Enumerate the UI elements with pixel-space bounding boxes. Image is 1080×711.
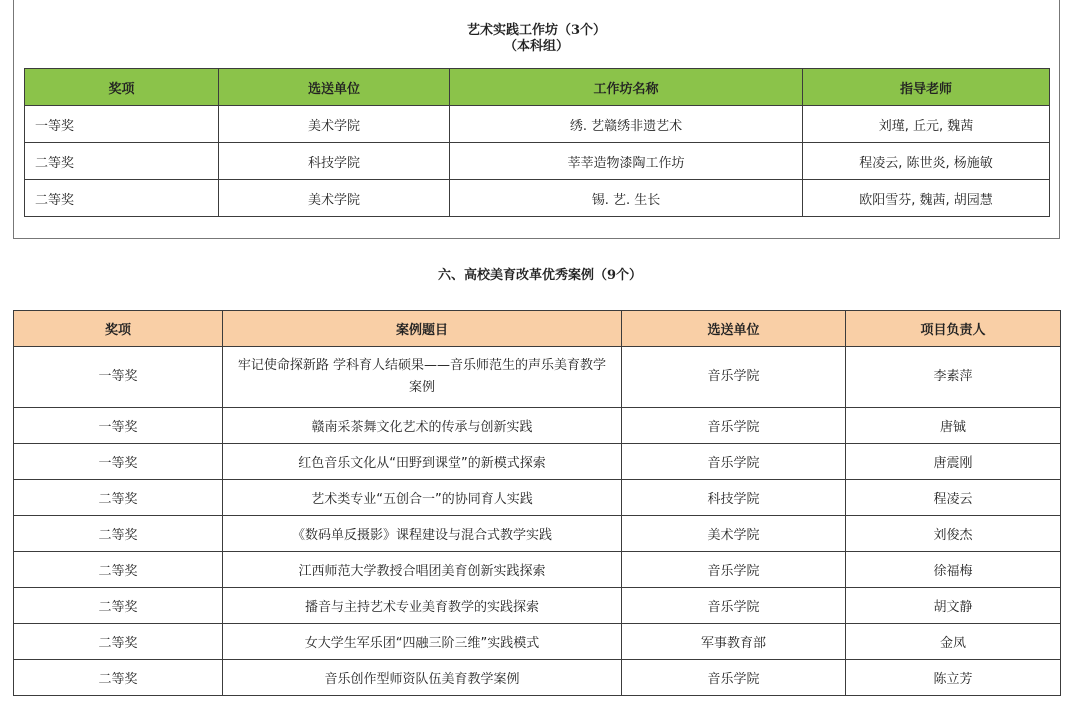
table-row xyxy=(14,480,1061,516)
workshop-name-cell: 锡. 艺. 生长 xyxy=(450,180,803,217)
header-award: 奖项 xyxy=(14,311,223,347)
lead-cell: 刘俊杰 xyxy=(846,516,1061,552)
case-title-cell: 江西师范大学教授合唱团美育创新实践探索 xyxy=(223,552,622,588)
award-cell: 二等奖 xyxy=(14,516,223,552)
lead-cell: 胡文静 xyxy=(846,588,1061,624)
workshop-title: 艺术实践工作坊（3个） xyxy=(466,23,607,38)
unit-cell: 科技学院 xyxy=(219,143,450,180)
header-workshop-name: 工作坊名称 xyxy=(450,69,803,106)
advisor-cell: 程凌云, 陈世炎, 杨施敏 xyxy=(803,143,1050,180)
table-row xyxy=(14,444,1061,480)
award-cell: 一等奖 xyxy=(14,408,223,444)
header-project-lead: 项目负责人 xyxy=(846,311,1061,347)
advisor-cell: 刘瑾, 丘元, 魏茜 xyxy=(803,106,1050,143)
cases-table xyxy=(13,310,1061,696)
unit-cell: 音乐学院 xyxy=(622,444,846,480)
unit-cell: 音乐学院 xyxy=(622,588,846,624)
lead-cell: 徐福梅 xyxy=(846,552,1061,588)
award-cell: 一等奖 xyxy=(14,444,223,480)
case-title-cell: 音乐创作型师资队伍美育教学案例 xyxy=(223,660,622,696)
workshop-table xyxy=(24,68,1050,217)
table-row xyxy=(14,552,1061,588)
table-row xyxy=(25,143,1050,180)
table-row xyxy=(14,588,1061,624)
case-title-cell: 赣南采茶舞文化艺术的传承与创新实践 xyxy=(223,408,622,444)
unit-cell: 科技学院 xyxy=(622,480,846,516)
case-title-cell: 牢记使命探新路 学科育人结硕果——音乐师范生的声乐美育教学案例 xyxy=(223,347,622,408)
unit-cell: 音乐学院 xyxy=(622,552,846,588)
table-row xyxy=(14,516,1061,552)
unit-cell: 美术学院 xyxy=(219,180,450,217)
award-cell: 二等奖 xyxy=(14,552,223,588)
workshop-name-cell: 绣. 艺赣绣非遗艺术 xyxy=(450,106,803,143)
unit-cell: 音乐学院 xyxy=(622,660,846,696)
award-cell: 二等奖 xyxy=(14,588,223,624)
unit-cell: 美术学院 xyxy=(219,106,450,143)
case-title-cell: 红色音乐文化从“田野到课堂”的新模式探索 xyxy=(223,444,622,480)
unit-cell: 美术学院 xyxy=(622,516,846,552)
advisor-cell: 欧阳雪芬, 魏茜, 胡园慧 xyxy=(803,180,1050,217)
workshop-subtitle: （本科组） xyxy=(503,39,569,54)
case-title-cell: 艺术类专业“五创合一”的协同育人实践 xyxy=(223,480,622,516)
lead-cell: 唐震刚 xyxy=(846,444,1061,480)
header-advisor: 指导老师 xyxy=(803,69,1050,106)
award-cell: 一等奖 xyxy=(14,347,223,408)
unit-cell: 音乐学院 xyxy=(622,347,846,408)
workshop-name-cell: 莘莘造物漆陶工作坊 xyxy=(450,143,803,180)
workshop-title-block xyxy=(14,23,1059,55)
case-title-cell: 女大学生军乐团“四融三阶三维”实践模式 xyxy=(223,624,622,660)
award-cell: 二等奖 xyxy=(25,143,219,180)
award-cell: 一等奖 xyxy=(25,106,219,143)
cases-header-row xyxy=(14,311,1061,347)
lead-cell: 金凤 xyxy=(846,624,1061,660)
lead-cell: 李素萍 xyxy=(846,347,1061,408)
award-cell: 二等奖 xyxy=(14,480,223,516)
table-row xyxy=(14,660,1061,696)
table-row xyxy=(14,347,1061,408)
header-award: 奖项 xyxy=(25,69,219,106)
table-row xyxy=(14,408,1061,444)
table-row xyxy=(25,180,1050,217)
unit-cell: 军事教育部 xyxy=(622,624,846,660)
case-title-cell: 《数码单反摄影》课程建设与混合式教学实践 xyxy=(223,516,622,552)
table-row xyxy=(14,624,1061,660)
lead-cell: 唐铖 xyxy=(846,408,1061,444)
lead-cell: 陈立芳 xyxy=(846,660,1061,696)
award-cell: 二等奖 xyxy=(14,624,223,660)
header-unit: 选送单位 xyxy=(622,311,846,347)
unit-cell: 音乐学院 xyxy=(622,408,846,444)
table-row xyxy=(25,106,1050,143)
cases-section-title: 六、高校美育改革优秀案例（9个） xyxy=(437,268,643,283)
header-unit: 选送单位 xyxy=(219,69,450,106)
header-case-title: 案例题目 xyxy=(223,311,622,347)
case-title-cell: 播音与主持艺术专业美育教学的实践探索 xyxy=(223,588,622,624)
award-cell: 二等奖 xyxy=(25,180,219,217)
lead-cell: 程凌云 xyxy=(846,480,1061,516)
award-cell: 二等奖 xyxy=(14,660,223,696)
workshop-header-row xyxy=(25,69,1050,106)
